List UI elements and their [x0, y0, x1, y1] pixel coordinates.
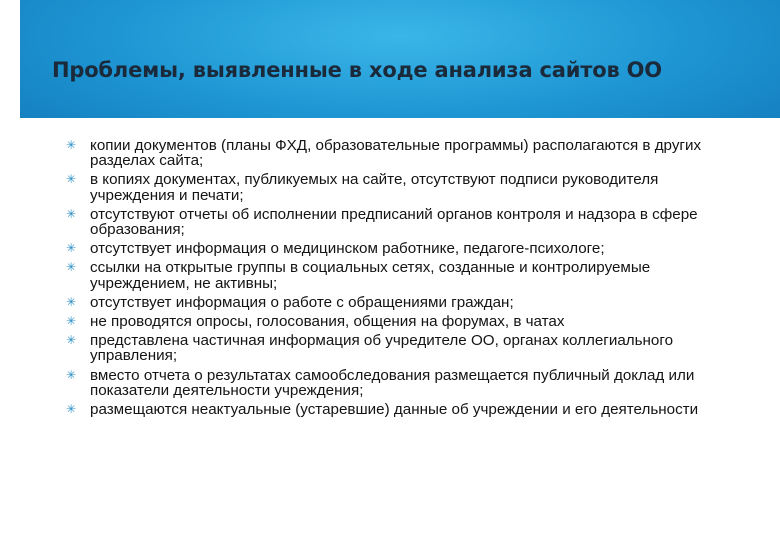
asterisk-bullet-icon: ✳ — [66, 260, 77, 275]
asterisk-bullet-icon: ✳ — [66, 172, 77, 187]
list-item-text: ссылки на открытые группы в социальных сетях, созданные и контролируемые учреждением, не активны; — [90, 259, 651, 292]
list-item-text: отсутствует информация о работе с обращениями граждан; — [90, 293, 514, 311]
list-item — [66, 172, 746, 202]
list-item — [66, 295, 746, 310]
list-item — [66, 402, 746, 417]
bullet-list — [66, 138, 746, 417]
list-item-text: представлена частичная информация об учредителе ОО, органах коллегиального управления; — [90, 332, 674, 365]
list-item-text: не проводятся опросы, голосования, общения на форумах, в чатах — [90, 313, 565, 331]
list-item-text: копии документов (планы ФХД, образовательные программы) располагаются в других разделах сайта; — [90, 137, 702, 170]
list-item — [66, 314, 746, 329]
asterisk-bullet-icon: ✳ — [66, 314, 77, 329]
asterisk-bullet-icon: ✳ — [66, 333, 77, 348]
list-item — [66, 260, 746, 290]
asterisk-bullet-icon: ✳ — [66, 294, 77, 309]
list-item — [66, 368, 746, 398]
asterisk-bullet-icon: ✳ — [66, 206, 77, 221]
bullet-list-container — [66, 138, 746, 421]
list-item-text: в копиях документах, публикуемых на сайте, отсутствуют подписи руководителя учреждения и печати; — [90, 171, 659, 204]
slide-title: Проблемы, выявленные в ходе анализа сайтов ОО — [52, 58, 662, 82]
list-item-text: отсутствуют отчеты об исполнении предписаний органов контроля и надзора в сфере образования; — [90, 205, 698, 239]
asterisk-bullet-icon: ✳ — [66, 402, 77, 417]
list-item-text: размещаются неактуальные (устаревшие) данные об учреждении и его деятельности — [90, 401, 699, 419]
asterisk-bullet-icon: ✳ — [66, 241, 77, 256]
list-item — [66, 138, 746, 168]
list-item — [66, 333, 746, 363]
left-edge-decoration — [0, 0, 22, 540]
list-item-text: вместо отчета о результатах самообследования размещается публичный доклад или показатели деятельности учреждения; — [90, 366, 695, 399]
list-item — [66, 241, 746, 256]
asterisk-bullet-icon: ✳ — [66, 138, 77, 152]
list-item — [66, 207, 746, 237]
list-item-text: отсутствует информация о медицинском работнике, педагоге-психологе; — [90, 240, 605, 258]
asterisk-bullet-icon: ✳ — [66, 367, 77, 382]
